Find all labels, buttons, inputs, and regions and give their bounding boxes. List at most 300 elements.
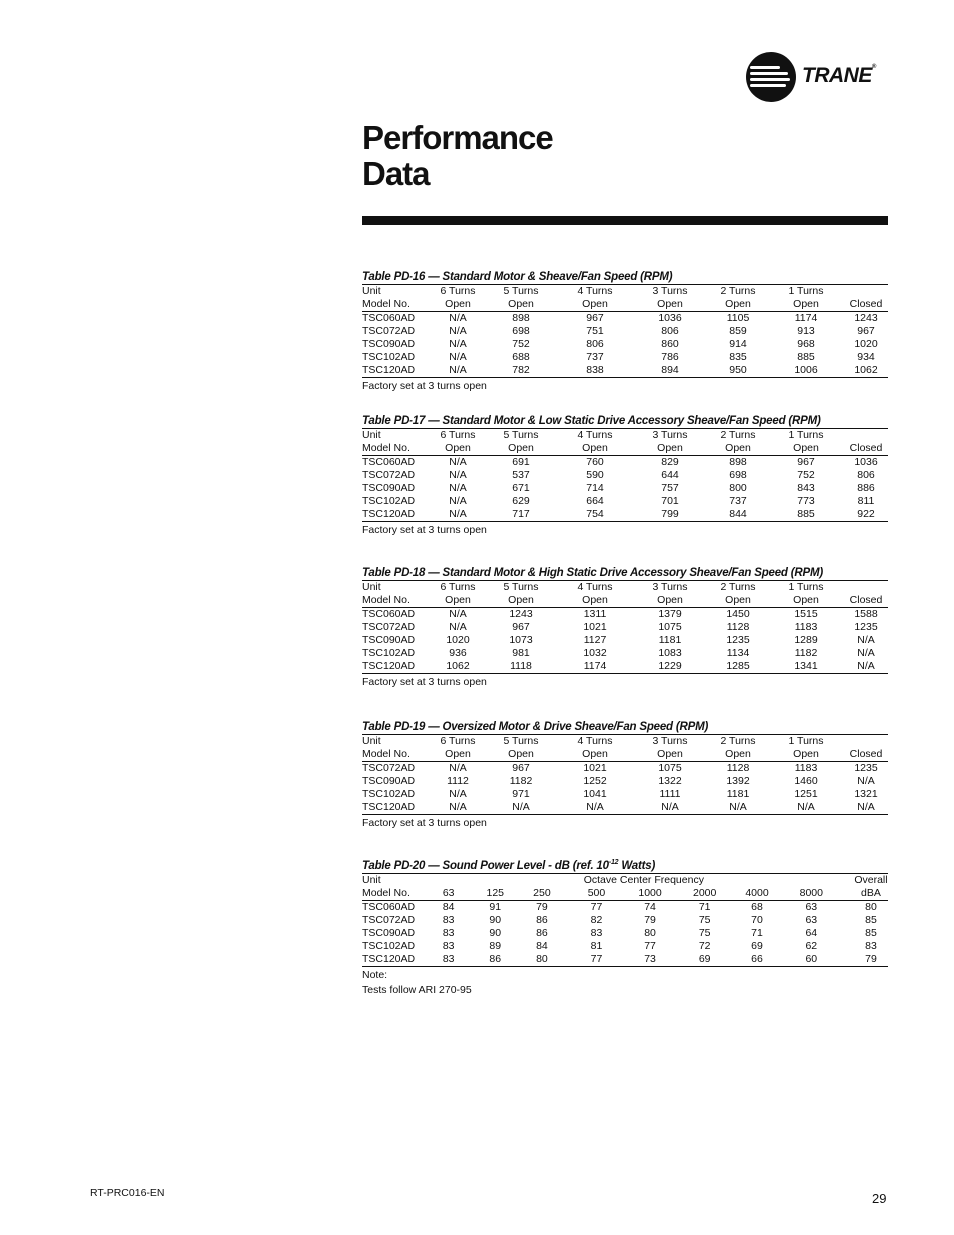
table-cell: Open <box>768 298 844 312</box>
table-cell: Open <box>558 594 632 608</box>
table-cell: 1006 <box>768 364 844 378</box>
table-cell: 1000 <box>636 887 664 901</box>
table-cell: 590 <box>586 469 604 481</box>
table-cell: 844 <box>708 508 768 522</box>
table-cell: 2 Turns <box>708 429 768 443</box>
table-cell: 1083 <box>658 647 682 659</box>
table-row <box>362 940 888 953</box>
table-cell: TSC090AD <box>362 775 416 787</box>
table-cell: 1021 <box>583 762 607 774</box>
table-cell: N/A <box>857 647 875 659</box>
table-cell: 1460 <box>794 775 818 787</box>
table-header-row <box>362 748 888 762</box>
table-cell: 829 <box>661 456 679 468</box>
table-cell: 1322 <box>658 775 682 787</box>
table-cell: 1252 <box>583 775 607 787</box>
table-cell: 71 <box>751 926 763 939</box>
table-cell: N/A <box>449 325 467 337</box>
table-cell: 1251 <box>794 788 818 800</box>
table-cell: 688 <box>512 351 530 363</box>
table-title: Table PD-18 — Standard Motor & High Static Drive Accessory Sheave/Fan Speed (RPM) <box>362 567 823 579</box>
table-title: Table PD-16 — Standard Motor & Sheave/Fan Speed (RPM) <box>362 271 673 283</box>
trane-logo-circle-icon <box>746 52 796 102</box>
table-cell: 70 <box>751 913 763 926</box>
table-cell: TSC090AD <box>362 482 416 494</box>
table-cell: 1285 <box>708 660 768 674</box>
table-cell: 1111 <box>659 788 681 800</box>
table-cell: Closed <box>844 298 888 312</box>
table-cell: 859 <box>729 325 747 337</box>
table-cell: 1075 <box>658 621 682 633</box>
table-cell: 74 <box>644 900 656 913</box>
table-cell: Unit <box>362 735 432 749</box>
table-cell: 3 Turns <box>632 285 708 299</box>
table-cell: Open <box>708 442 768 456</box>
table-cell: 752 <box>797 469 815 481</box>
table-cell: TSC102AD <box>362 939 416 952</box>
table-cell: N/A <box>432 801 484 815</box>
table-cell: 4 Turns <box>558 581 632 595</box>
table-cell: 1174 <box>794 312 818 324</box>
table-cell: 1062 <box>432 660 484 674</box>
table-cell: TSC060AD <box>362 312 416 324</box>
table-cell: Open <box>632 748 708 762</box>
table-cell: 3 Turns <box>632 429 708 443</box>
table-cell: 84 <box>536 939 548 952</box>
table-cell: TSC072AD <box>362 469 416 481</box>
table-cell: 1235 <box>726 634 750 646</box>
table-cell: N/A <box>449 482 467 494</box>
table-cell: 63 <box>805 900 818 913</box>
table-cell: 714 <box>586 482 604 494</box>
table-cell: 83 <box>590 926 603 939</box>
table-cell: 90 <box>489 926 502 939</box>
table-cell: 800 <box>729 482 747 494</box>
table-cell: N/A <box>449 312 467 324</box>
table-cell: 5 Turns <box>484 285 558 299</box>
table-cell: TSC060AD <box>362 900 416 913</box>
table-pd-16 <box>362 271 888 393</box>
table-cell: TSC072AD <box>362 762 416 774</box>
table-cell: 1181 <box>726 788 750 800</box>
table-cell: 981 <box>512 647 530 659</box>
table-cell: 671 <box>512 482 530 494</box>
table-cell: TSC102AD <box>362 351 416 363</box>
table-cell: 717 <box>484 508 558 522</box>
table-cell: N/A <box>484 801 558 815</box>
table-cell: 125 <box>464 887 527 901</box>
table-cell: 773 <box>797 495 815 507</box>
table-cell: 1112 <box>447 775 469 787</box>
table-cell: Octave Center Frequency <box>434 873 854 887</box>
table-cell: N/A <box>708 801 768 815</box>
trane-logo-text: TRANE® <box>802 64 876 87</box>
table-cell: 898 <box>512 312 530 324</box>
table-cell: 4 Turns <box>558 285 632 299</box>
table-cell: 83 <box>442 913 455 926</box>
table-cell: Model No. <box>362 887 434 901</box>
table-cell: 1036 <box>658 312 682 324</box>
table-cell: Open <box>432 748 484 762</box>
table-cell: 79 <box>854 953 888 967</box>
table-cell: Model No. <box>362 442 432 456</box>
table-cell: 1588 <box>854 608 878 620</box>
table-cell: 1128 <box>726 621 750 633</box>
table-cell: 69 <box>664 953 745 967</box>
table-cell: 83 <box>442 926 455 939</box>
title-rule <box>362 216 888 225</box>
table-cell: 1105 <box>726 312 750 324</box>
table-cell: 922 <box>844 508 888 522</box>
table-cell: 629 <box>512 495 530 507</box>
table-cell: Open <box>768 594 844 608</box>
table-cell: N/A <box>449 469 467 481</box>
table-cell: 811 <box>857 495 875 507</box>
table-header-row <box>362 429 888 443</box>
table-cell: 967 <box>512 762 530 774</box>
table-cell: 3 Turns <box>632 581 708 595</box>
table-header-row <box>362 442 888 456</box>
table-cell: N/A <box>857 775 875 787</box>
table-header-row <box>362 887 888 901</box>
table-cell: 68 <box>751 900 763 913</box>
table-cell: 1174 <box>558 660 632 674</box>
table-cell: 1128 <box>726 762 750 774</box>
table-cell: 4 Turns <box>558 429 632 443</box>
table-cell: 1 Turns <box>768 285 844 299</box>
table-cell: 967 <box>797 456 815 468</box>
table-row <box>362 660 888 674</box>
table-cell: 1183 <box>794 762 818 774</box>
table-title: Table PD-20 — Sound Power Level - dB (ref. $10^{-12}$ Watts) <box>362 859 656 872</box>
table-cell: 77 <box>644 939 656 952</box>
table-cell: 85 <box>865 913 877 926</box>
table-cell: 90 <box>489 913 502 926</box>
table-cell: 1181 <box>658 634 682 646</box>
table-cell: 885 <box>768 508 844 522</box>
table-note: Tests follow ARI 270-95 <box>362 983 472 996</box>
table-cell: TSC072AD <box>362 325 416 337</box>
table-cell: 6 Turns <box>432 735 484 749</box>
table-row <box>362 953 888 967</box>
table-cell: 500 <box>557 887 636 901</box>
table-cell: 3 Turns <box>632 735 708 749</box>
table-cell: 5 Turns <box>484 735 558 749</box>
table-pd-20 <box>362 859 888 997</box>
table-cell: 1020 <box>854 338 878 350</box>
table-cell: 835 <box>729 351 747 363</box>
table-cell: Open <box>558 442 632 456</box>
table-cell: N/A <box>449 762 467 774</box>
table-cell: 698 <box>729 469 747 481</box>
table-cell: 1235 <box>854 762 878 774</box>
table-cell: Open <box>632 594 708 608</box>
table-cell: N/A <box>449 621 467 633</box>
table-cell: Unit <box>362 873 434 887</box>
table-cell: 806 <box>586 338 604 350</box>
table-header-row <box>362 735 888 749</box>
table-cell: 1183 <box>794 621 818 633</box>
table-cell: 80 <box>644 926 656 939</box>
table-row <box>362 647 888 660</box>
table-cell: 1 Turns <box>768 581 844 595</box>
table-row <box>362 312 888 326</box>
table-cell: N/A <box>844 801 888 815</box>
table-cell: 843 <box>797 482 815 494</box>
table-cell: 971 <box>512 788 530 800</box>
fan-speed-table <box>362 428 888 522</box>
table-cell: 1041 <box>583 788 607 800</box>
table-cell: 63 <box>434 887 464 901</box>
table-row <box>362 788 888 801</box>
table-cell: Model No. <box>362 594 432 608</box>
table-note: Factory set at 3 turns open <box>362 817 487 829</box>
table-cell: 79 <box>644 913 656 926</box>
table-cell: 1229 <box>632 660 708 674</box>
table-cell: 760 <box>586 456 604 468</box>
table-cell: Open <box>558 298 632 312</box>
table-cell: 936 <box>449 647 467 659</box>
table-cell: 1321 <box>854 788 878 800</box>
table-cell: Open <box>484 442 558 456</box>
table-cell: 786 <box>661 351 679 363</box>
table-cell: N/A <box>432 508 484 522</box>
table-row <box>362 495 888 508</box>
table-row <box>362 927 888 940</box>
table-cell: 86 <box>536 926 548 939</box>
table-pd-19 <box>362 721 888 830</box>
table-cell: 86 <box>536 913 548 926</box>
table-cell: TSC072AD <box>362 913 416 926</box>
table-cell: 84 <box>442 900 455 913</box>
table-cell: Open <box>484 298 558 312</box>
table-cell: 1311 <box>583 608 607 620</box>
table-cell: 1 Turns <box>768 735 844 749</box>
table-row <box>362 482 888 495</box>
table-cell: 69 <box>751 939 763 952</box>
table-cell: N/A <box>449 351 467 363</box>
table-cell: 1243 <box>509 608 533 620</box>
table-row <box>362 801 888 815</box>
table-cell: 6 Turns <box>432 429 484 443</box>
table-cell: TSC102AD <box>362 495 416 507</box>
table-cell: 2 Turns <box>708 285 768 299</box>
table-row <box>362 338 888 351</box>
table-cell: 898 <box>729 456 747 468</box>
table-cell: 754 <box>558 508 632 522</box>
table-cell: 691 <box>512 456 530 468</box>
table-cell: 737 <box>729 495 747 507</box>
table-cell: 967 <box>512 621 530 633</box>
table-cell: 1062 <box>844 364 888 378</box>
table-cell: 89 <box>489 939 502 952</box>
table-cell: 886 <box>857 482 875 494</box>
table-cell: Unit <box>362 285 432 299</box>
table-cell: Model No. <box>362 748 432 762</box>
table-cell: Open <box>708 594 768 608</box>
table-cell: 79 <box>536 900 548 913</box>
table-cell: 80 <box>865 900 877 913</box>
table-cell: 698 <box>512 325 530 337</box>
table-cell: 782 <box>484 364 558 378</box>
table-cell: 91 <box>489 900 502 913</box>
table-cell: 83 <box>442 939 455 952</box>
table-row <box>362 914 888 927</box>
table-cell: 1182 <box>509 775 533 787</box>
table-title: Table PD-17 — Standard Motor & Low Static Drive Accessory Sheave/Fan Speed (RPM) <box>362 415 821 427</box>
table-cell: 75 <box>698 913 711 926</box>
table-cell: Unit <box>362 581 432 595</box>
table-header-row <box>362 594 888 608</box>
table-cell: Open <box>708 748 768 762</box>
table-cell: 83 <box>865 939 877 952</box>
table-cell: Open <box>768 442 844 456</box>
table-cell: 1392 <box>726 775 750 787</box>
table-cell: 2 Turns <box>708 581 768 595</box>
table-cell: 885 <box>797 351 815 363</box>
table-cell: 1073 <box>509 634 533 646</box>
table-cell: 968 <box>797 338 815 350</box>
table-cell: 82 <box>590 913 603 926</box>
table-cell: 85 <box>865 926 877 939</box>
table-cell: 1379 <box>658 608 682 620</box>
table-cell: 838 <box>558 364 632 378</box>
table-cell: 1118 <box>484 660 558 674</box>
table-cell: TSC102AD <box>362 647 416 659</box>
table-cell <box>844 735 888 749</box>
table-cell: 73 <box>636 953 664 967</box>
sound-power-table <box>362 873 888 967</box>
table-cell: 1036 <box>854 456 878 468</box>
fan-speed-table <box>362 734 888 815</box>
table-cell: Open <box>708 298 768 312</box>
table-cell: 1 Turns <box>768 429 844 443</box>
table-cell: 1020 <box>446 634 470 646</box>
table-cell: 2000 <box>664 887 745 901</box>
table-cell: Open <box>432 442 484 456</box>
table-cell: N/A <box>449 788 467 800</box>
table-pd-17 <box>362 415 888 537</box>
trane-logo <box>746 52 896 102</box>
fan-speed-table <box>362 284 888 378</box>
table-cell: 5 Turns <box>484 581 558 595</box>
table-cell: 64 <box>805 926 818 939</box>
table-cell: TSC120AD <box>362 508 432 522</box>
table-row <box>362 762 888 776</box>
table-cell: 806 <box>661 325 679 337</box>
table-cell: 8000 <box>769 887 854 901</box>
table-cell: 701 <box>661 495 679 507</box>
table-cell: 1341 <box>768 660 844 674</box>
table-row <box>362 508 888 522</box>
table-cell: 4000 <box>745 886 769 899</box>
table-note-label: Note: <box>362 968 388 981</box>
table-cell: 1134 <box>726 647 750 659</box>
table-cell: N/A <box>449 338 467 350</box>
table-row <box>362 351 888 364</box>
table-cell: Open <box>632 442 708 456</box>
table-cell: 66 <box>745 953 768 967</box>
table-cell: 1243 <box>854 312 878 324</box>
table-cell: TSC090AD <box>362 926 416 939</box>
table-pd-18 <box>362 567 888 689</box>
table-note: Factory set at 3 turns open <box>362 524 487 536</box>
table-cell: 62 <box>805 939 818 952</box>
table-cell <box>844 581 888 595</box>
table-cell: 1289 <box>794 634 818 646</box>
fan-speed-table <box>362 580 888 674</box>
table-cell: TSC090AD <box>362 338 416 350</box>
table-cell: TSC120AD <box>362 660 432 674</box>
table-cell: TSC072AD <box>362 621 416 633</box>
table-cell <box>844 285 888 299</box>
table-cell: 1032 <box>583 647 607 659</box>
table-cell: dBA <box>854 887 888 901</box>
table-row <box>362 608 888 622</box>
table-cell: 4 Turns <box>558 735 632 749</box>
table-header-row <box>362 298 888 312</box>
table-cell: N/A <box>844 660 888 674</box>
table-cell: 63 <box>805 913 818 926</box>
table-cell: 644 <box>661 469 679 481</box>
table-cell: 75 <box>698 926 711 939</box>
table-cell: Open <box>484 594 558 608</box>
table-cell: 1450 <box>726 608 750 620</box>
table-cell: Open <box>768 748 844 762</box>
table-header-row <box>362 285 888 299</box>
table-cell: TSC120AD <box>362 953 434 967</box>
table-cell: 1075 <box>658 762 682 774</box>
table-header-row <box>362 581 888 595</box>
table-cell: TSC120AD <box>362 801 432 815</box>
table-cell: 1235 <box>854 621 878 633</box>
table-cell: 737 <box>586 351 604 363</box>
table-cell: Closed <box>844 442 888 456</box>
table-cell: 81 <box>590 939 603 952</box>
page-number: 29 <box>872 1191 887 1206</box>
table-cell: Unit <box>362 429 432 443</box>
table-cell: 806 <box>857 469 875 481</box>
table-cell: 1182 <box>794 647 818 659</box>
table-cell: 71 <box>698 900 711 913</box>
table-cell: Closed <box>844 748 888 762</box>
table-cell: 80 <box>527 953 557 967</box>
table-row <box>362 364 888 378</box>
table-header-row <box>362 873 888 887</box>
table-cell: TSC102AD <box>362 788 416 800</box>
table-cell: Open <box>558 748 632 762</box>
table-cell: 72 <box>698 939 711 952</box>
page-title: Performance Data <box>362 119 553 192</box>
table-row <box>362 325 888 338</box>
table-cell: N/A <box>768 801 844 815</box>
table-cell: N/A <box>432 364 484 378</box>
table-cell: 6 Turns <box>432 581 484 595</box>
table-cell: 799 <box>632 508 708 522</box>
table-row <box>362 621 888 634</box>
table-cell: N/A <box>558 801 632 815</box>
table-cell: 6 Turns <box>432 285 484 299</box>
table-cell: 751 <box>586 325 604 337</box>
table-cell: 86 <box>464 953 527 967</box>
table-cell: 5 Turns <box>484 429 558 443</box>
table-row <box>362 775 888 788</box>
table-cell: 2 Turns <box>708 735 768 749</box>
table-cell: Open <box>632 298 708 312</box>
table-note: Factory set at 3 turns open <box>362 380 487 392</box>
table-cell: N/A <box>449 608 467 620</box>
table-cell: Open <box>432 594 484 608</box>
